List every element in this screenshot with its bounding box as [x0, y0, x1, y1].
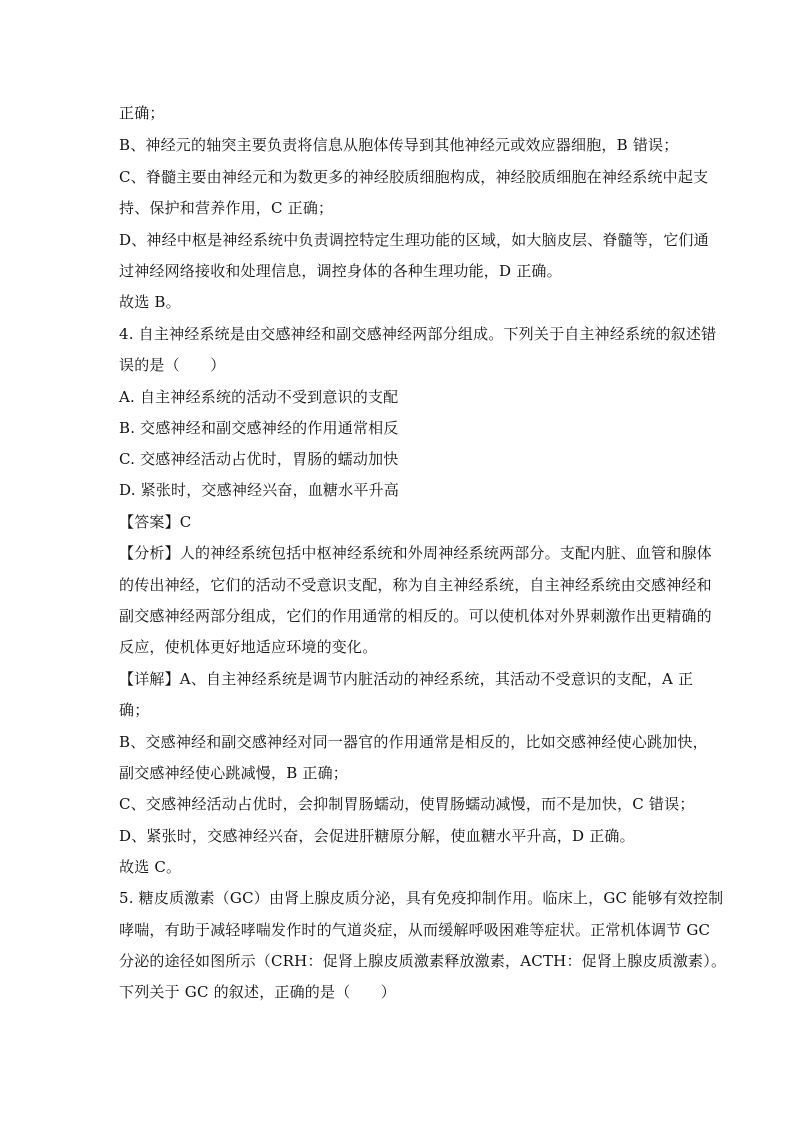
text-line: 故选 B。 [119, 293, 181, 311]
text-line: 副交感神经使心跳减慢，B 正确； [119, 764, 348, 782]
question-4-stem: 4. 自主神经系统是由交感神经和副交感神经两部分组成。下列关于自主神经系统的叙述错 [119, 325, 717, 343]
text-line: D、神经中枢是神经系统中负责调控特定生理功能的区域，如大脑皮层、脊髓等，它们通 [119, 231, 709, 249]
answer-line: 【答案】C [119, 513, 192, 531]
text-line: 过神经网络接收和处理信息，调控身体的各种生理功能，D 正确。 [119, 262, 562, 280]
option-d: D. 紧张时，交感神经兴奋，血糖水平升高 [119, 481, 400, 499]
question-4-stem-cont: 误的是（ ） [119, 356, 226, 374]
text-line: B、交感神经和副交感神经对同一器官的作用通常是相反的，比如交感神经使心跳加快， [119, 733, 708, 751]
option-b: B. 交感神经和副交感神经的作用通常相反 [119, 419, 399, 437]
text-line: 副交感神经两部分组成，它们的作用通常的相反的。可以使机体对外界刺激作出更精确的 [119, 607, 712, 625]
analysis-line: 【分析】人的神经系统包括中枢神经系统和外周神经系统两部分。支配内脏、血管和腺体 [119, 544, 712, 562]
question-5-stem-cont: 分泌的途径如图所示（CRH：促肾上腺皮质激素释放激素，ACTH：促肾上腺皮质激素）。 [119, 952, 727, 970]
text-line: 反应，使机体更好地适应环境的变化。 [119, 638, 378, 656]
text-line: 确； [119, 701, 150, 719]
question-5-stem-cont: 下列关于 GC 的叙述，正确的是（ ） [119, 983, 396, 1001]
option-c: C. 交感神经活动占优时，胃肠的蠕动加快 [119, 450, 399, 468]
text-line: B、神经元的轴突主要负责将信息从胞体传导到其他神经元或效应器细胞，B 错误； [119, 136, 679, 154]
text-line: C、脊髓主要由神经元和为数更多的神经胶质细胞构成，神经胶质细胞在神经系统中起支 [119, 168, 709, 186]
explanation-line: 【详解】A、自主神经系统是调节内脏活动的神经系统，其活动不受意识的支配，A 正 [119, 670, 694, 688]
question-5-stem: 5. 糖皮质激素（GC）由肾上腺皮质分泌，具有免疫抑制作用。临床上，GC 能够有效控制 [119, 889, 724, 907]
option-a: A. 自主神经系统的活动不受到意识的支配 [119, 388, 399, 406]
text-line: 正确； [119, 104, 165, 122]
text-line: C、交感神经活动占优时，会抑制胃肠蠕动，使胃肠蠕动减慢，而不是加快，C 错误； [119, 795, 695, 813]
text-line: D、紧张时，交感神经兴奋，会促进肝糖原分解，使血糖水平升高，D 正确。 [119, 827, 635, 845]
text-line: 的传出神经，它们的活动不受意识支配，称为自主神经系统，自主神经系统由交感神经和 [119, 576, 712, 594]
text-line: 故选 C。 [119, 858, 182, 876]
question-5-stem-cont: 哮喘，有助于减轻哮喘发作时的气道炎症，从而缓解呼吸困难等症状。正常机体调节 GC [119, 921, 711, 939]
text-line: 持、保护和营养作用，C 正确； [119, 199, 334, 217]
